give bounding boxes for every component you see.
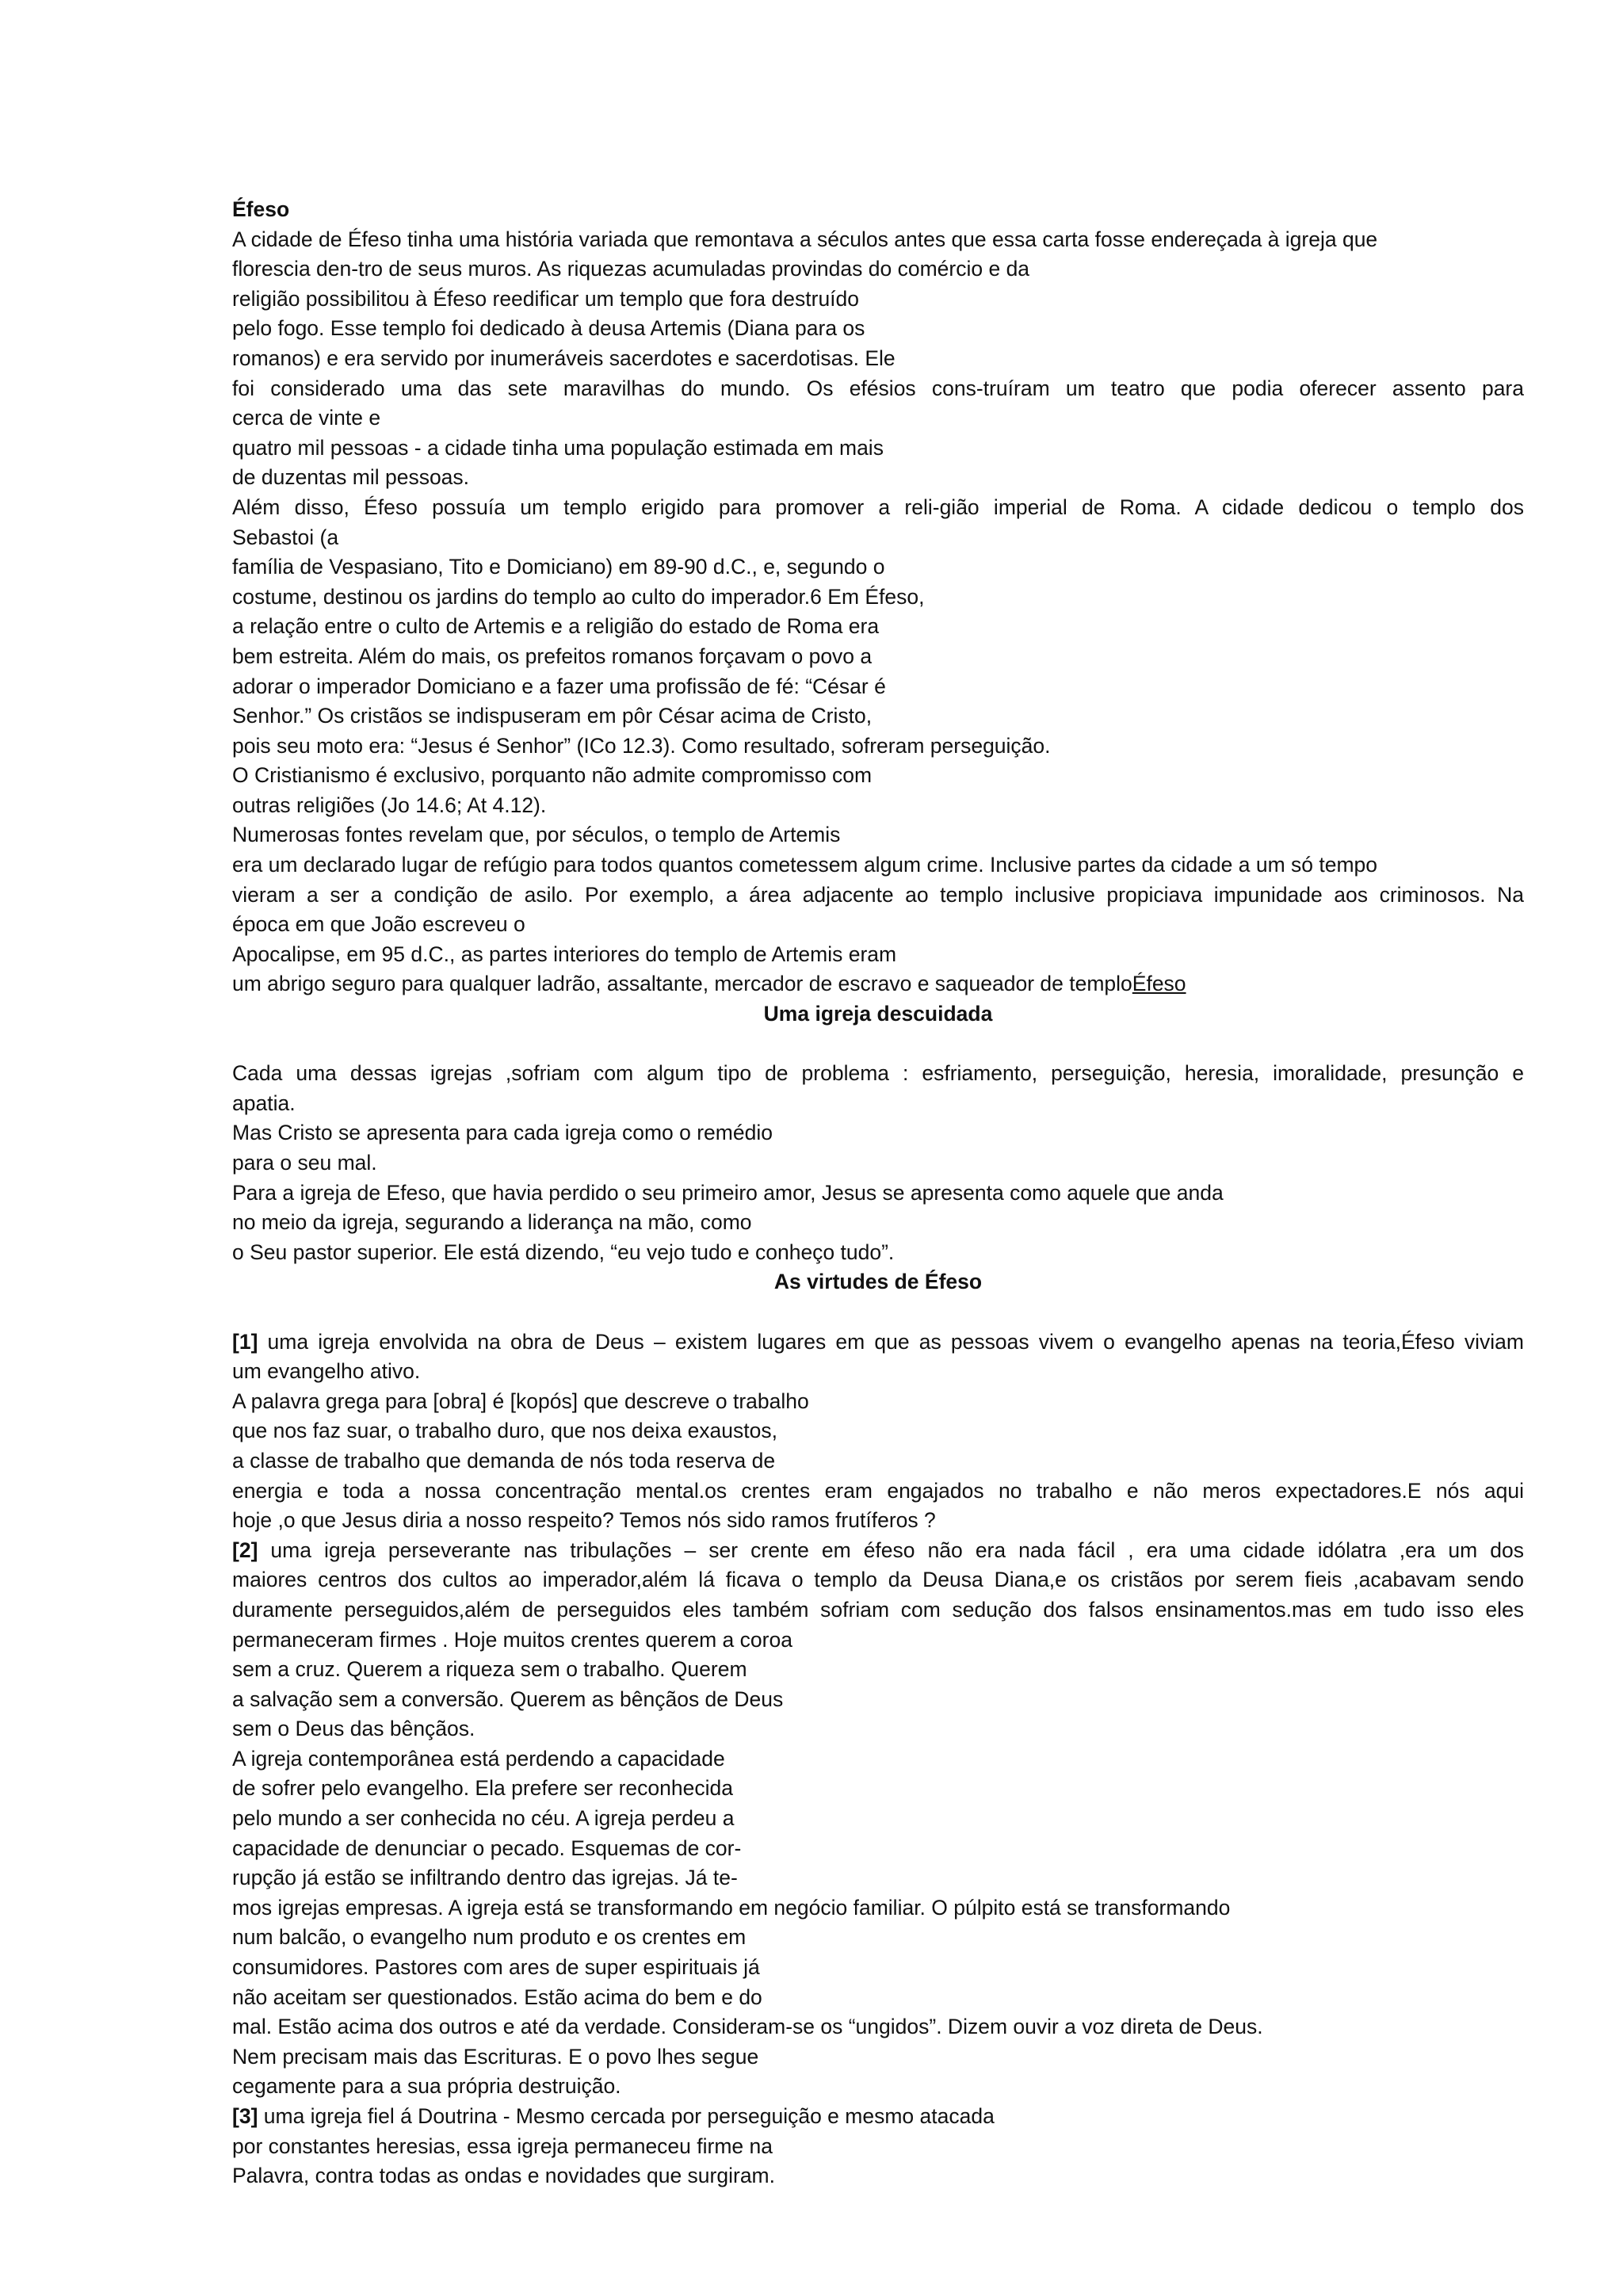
text-line — [232, 2132, 1524, 2162]
text-line — [232, 285, 1524, 315]
line-text: rupção já estão se infiltrando dentro das igrejas. Já te- — [232, 1866, 738, 1890]
line-text: A palavra grega para [obra] é [kopós] que descreve o trabalho — [232, 1389, 809, 1413]
text-line — [232, 2102, 1524, 2132]
line-text: maiores centros dos cultos ao imperador,além lá ficava o templo da Deusa Diana,e os cristãos por serem fieis ,acabavam sendo — [232, 1568, 1524, 1592]
text-line — [232, 1179, 1524, 1209]
line-text: Senhor.” Os cristãos se indispuseram em pôr César acima de Cristo, — [232, 704, 873, 728]
text-line — [232, 374, 1524, 404]
line-text: a relação entre o culto de Artemis e a religião do estado de Roma era — [232, 614, 880, 639]
text-line — [232, 1089, 1524, 1119]
text-line — [232, 1953, 1524, 1983]
text-line — [232, 612, 1524, 642]
line-text: duramente perseguidos,além de perseguidos eles também sofriam com sedução dos falsos ensinamentos.mas em tudo isso eles — [232, 1597, 1524, 1622]
line-text: família de Vespasiano, Tito e Domiciano) em 89-90 d.C., e, segundo o — [232, 555, 885, 579]
line-text: energia e toda a nossa concentração mental.os crentes eram engajados no trabalho e não meros expectadores.E nós aqui — [232, 1478, 1524, 1503]
line-text: uma igreja perseverante nas tribulações – ser crente em éfeso não era nada fácil , era uma cidade idólatra ,era um dos — [258, 1538, 1524, 1562]
text-line — [232, 1626, 1524, 1656]
text-line — [232, 344, 1524, 374]
line-text: O Cristianismo é exclusivo, porquanto não admite compromisso com — [232, 763, 873, 788]
line-text: um evangelho ativo. — [232, 1359, 421, 1384]
text-line — [232, 1477, 1524, 1507]
line-text: cerca de vinte e — [232, 406, 381, 430]
text-line — [232, 434, 1524, 464]
line-text: a salvação sem a conversão. Querem as bênçãos de Deus — [232, 1687, 784, 1711]
text-line — [232, 969, 1524, 999]
text-line — [232, 791, 1524, 821]
line-text: A cidade de Éfeso tinha uma história variada que remontava a séculos antes que essa carta fosse endereçada à igreja que — [232, 227, 1378, 251]
line-text: consumidores. Pastores com ares de super espirituais já — [232, 1955, 760, 1980]
line-text: uma igreja envolvida na obra de Deus – existem lugares em que as pessoas vivem o evangelho apenas na teoria,Éfeso viviam — [258, 1329, 1524, 1354]
text-line — [232, 761, 1524, 791]
text-line — [232, 1655, 1524, 1685]
item-number: [2] — [232, 1538, 258, 1562]
text-line — [232, 1148, 1524, 1179]
line-text: Apocalipse, em 95 d.C., as partes interiores do templo de Artemis eram — [232, 942, 897, 966]
line-text: por constantes heresias, essa igreja permaneceu firme na — [232, 2134, 773, 2158]
underlined-word: Éfeso — [1132, 972, 1186, 996]
line-text: sem a cruz. Querem a riqueza sem o trabalho. Querem — [232, 1657, 747, 1682]
line-text: outras religiões (Jo 14.6; At 4.12). — [232, 793, 547, 817]
text-line — [232, 1714, 1524, 1744]
text-line — [232, 1923, 1524, 1953]
line-text: sem o Deus das bênçãos. — [232, 1717, 475, 1741]
heading-uma-igreja-descuidada: Uma igreja descuidada — [763, 1002, 993, 1026]
text-line — [232, 493, 1524, 523]
item-number: [1] — [232, 1329, 258, 1354]
text-line — [232, 403, 1524, 434]
text-line — [232, 314, 1524, 344]
line-text: capacidade de denunciar o pecado. Esquemas de cor- — [232, 1836, 742, 1860]
text-line — [232, 1506, 1524, 1536]
document-body — [232, 195, 1524, 2191]
text-line — [232, 940, 1524, 970]
line-text: A igreja contemporânea está perdendo a capacidade — [232, 1746, 725, 1771]
line-text: quatro mil pessoas - a cidade tinha uma população estimada em mais — [232, 435, 884, 460]
text-line — [232, 910, 1524, 940]
text-line — [232, 1983, 1524, 2013]
text-line — [232, 2161, 1524, 2191]
heading-as-virtudes-de-efeso: As virtudes de Éfeso — [773, 1270, 983, 1294]
line-text: adorar o imperador Domiciano e a fazer uma profissão de fé: “César é — [232, 674, 886, 698]
line-text: Palavra, contra todas as ondas e novidades que surgiram. — [232, 2164, 775, 2188]
line-text: hoje ,o que Jesus diria a nosso respeito? Temos nós sido ramos frutíferos ? — [232, 1508, 936, 1533]
line-text: uma igreja fiel á Doutrina - Mesmo cercada por perseguição e mesmo atacada — [258, 2104, 995, 2128]
line-text: não aceitam ser questionados. Estão acima do bem e do — [232, 1985, 762, 2009]
text-line — [232, 254, 1524, 285]
text-line — [232, 1804, 1524, 1834]
line-text: florescia den-tro de seus muros. As riquezas acumuladas provindas do comércio e da — [232, 257, 1030, 281]
line-text: era um declarado lugar de refúgio para todos quantos cometessem algum crime. Inclusive partes da cidade a um só tempo — [232, 853, 1378, 877]
text-line — [232, 225, 1524, 255]
text-line — [232, 1208, 1524, 1238]
text-line — [232, 732, 1524, 762]
text-line — [232, 1595, 1524, 1626]
line-text: pelo mundo a ser conhecida no céu. A igreja perdeu a — [232, 1806, 735, 1831]
text-line — [232, 1357, 1524, 1387]
line-text: Nem precisam mais das Escrituras. E o povo lhes segue — [232, 2044, 759, 2069]
item-number: [3] — [232, 2104, 258, 2128]
line-text: para o seu mal. — [232, 1151, 377, 1175]
line-text: época em que João escreveu o — [232, 912, 525, 937]
line-text: pois seu moto era: “Jesus é Senhor” (ICo 12.3). Como resultado, sofreram perseguição. — [232, 733, 1051, 758]
text-line — [232, 881, 1524, 911]
section-efeso-history — [232, 225, 1524, 999]
text-line — [232, 1446, 1524, 1477]
text-line — [232, 1744, 1524, 1775]
line-text: bem estreita. Além do mais, os prefeitos romanos forçavam o povo a — [232, 644, 873, 668]
line-text: permaneceram firmes . Hoje muitos crentes querem a coroa — [232, 1627, 792, 1652]
text-line — [232, 1416, 1524, 1446]
text-line — [232, 2012, 1524, 2042]
section-uma-igreja-descuidada — [232, 1059, 1524, 1267]
blank-line — [232, 1297, 1524, 1328]
text-line — [232, 1893, 1524, 1924]
text-line — [232, 1118, 1524, 1148]
line-text: Além disso, Éfeso possuía um templo erigido para promover a reli-gião imperial de Roma. A cidade dedicou o templo dos — [232, 495, 1524, 519]
line-text: mos igrejas empresas. A igreja está se transformando em negócio familiar. O púlpito está se transformando — [232, 1895, 1231, 1920]
text-line — [232, 642, 1524, 672]
text-line — [232, 1834, 1524, 1864]
line-text: a classe de trabalho que demanda de nós toda reserva de — [232, 1448, 776, 1473]
text-line — [232, 1059, 1524, 1089]
text-line — [232, 552, 1524, 583]
line-text: foi considerado uma das sete maravilhas do mundo. Os efésios cons-truíram um teatro que podia oferecer assento para — [232, 376, 1524, 400]
text-line — [232, 1774, 1524, 1804]
line-text: religião possibilitou à Éfeso reedificar um templo que fora destruído — [232, 286, 860, 311]
line-text: o Seu pastor superior. Ele está dizendo, “eu vejo tudo e conheço tudo”. — [232, 1240, 895, 1264]
line-text: Mas Cristo se apresenta para cada igreja como o remédio — [232, 1121, 773, 1145]
text-line — [232, 1565, 1524, 1595]
line-text: num balcão, o evangelho num produto e os crentes em — [232, 1925, 747, 1950]
line-text: mal. Estão acima dos outros e até da verdade. Consideram-se os “ungidos”. Dizem ouvir a voz direta de Deus. — [232, 2015, 1263, 2039]
line-text: Para a igreja de Efeso, que havia perdido o seu primeiro amor, Jesus se apresenta como aquele que anda — [232, 1180, 1224, 1205]
section-as-virtudes-de-efeso — [232, 1328, 1524, 2191]
document-title: Éfeso — [232, 197, 290, 221]
text-line — [232, 1536, 1524, 1566]
line-text: romanos) e era servido por inumeráveis sacerdotes e sacerdotisas. Ele — [232, 346, 896, 370]
text-line — [232, 1328, 1524, 1358]
line-text: que nos faz suar, o trabalho duro, que nos deixa exaustos, — [232, 1419, 777, 1443]
line-text: pelo fogo. Esse templo foi dedicado à deusa Artemis (Diana para os — [232, 316, 865, 341]
text-line — [232, 523, 1524, 553]
text-line — [232, 463, 1524, 493]
line-text: de sofrer pelo evangelho. Ela prefere ser reconhecida — [232, 1776, 733, 1801]
line-text: Numerosas fontes revelam que, por séculos, o templo de Artemis — [232, 823, 841, 847]
line-text: Cada uma dessas igrejas ,sofriam com algum tipo de problema : esfriamento, perseguição, heresia, imoralidade, presunção e — [232, 1061, 1524, 1086]
line-text: um abrigo seguro para qualquer ladrão, assaltante, mercador de escravo e saqueador de templo — [232, 972, 1132, 996]
text-line — [232, 1685, 1524, 1715]
text-line — [232, 2042, 1524, 2073]
text-line — [232, 850, 1524, 881]
line-text: vieram a ser a condição de asilo. Por exemplo, a área adjacente ao templo inclusive propiciava impunidade aos criminosos. Na — [232, 882, 1524, 907]
line-text: Sebastoi (a — [232, 525, 339, 549]
blank-line — [232, 1030, 1524, 1060]
text-line — [232, 2072, 1524, 2102]
text-line — [232, 672, 1524, 702]
text-line — [232, 1387, 1524, 1417]
text-line — [232, 583, 1524, 613]
text-line — [232, 1863, 1524, 1893]
text-line — [232, 820, 1524, 850]
text-line — [232, 1238, 1524, 1268]
line-text: apatia. — [232, 1091, 296, 1115]
line-text: de duzentas mil pessoas. — [232, 465, 470, 490]
text-line — [232, 701, 1524, 732]
line-text: cegamente para a sua própria destruição. — [232, 2074, 621, 2099]
line-text: costume, destinou os jardins do templo ao culto do imperador.6 Em Éfeso, — [232, 584, 925, 609]
line-text: no meio da igreja, segurando a liderança na mão, como — [232, 1210, 752, 1235]
